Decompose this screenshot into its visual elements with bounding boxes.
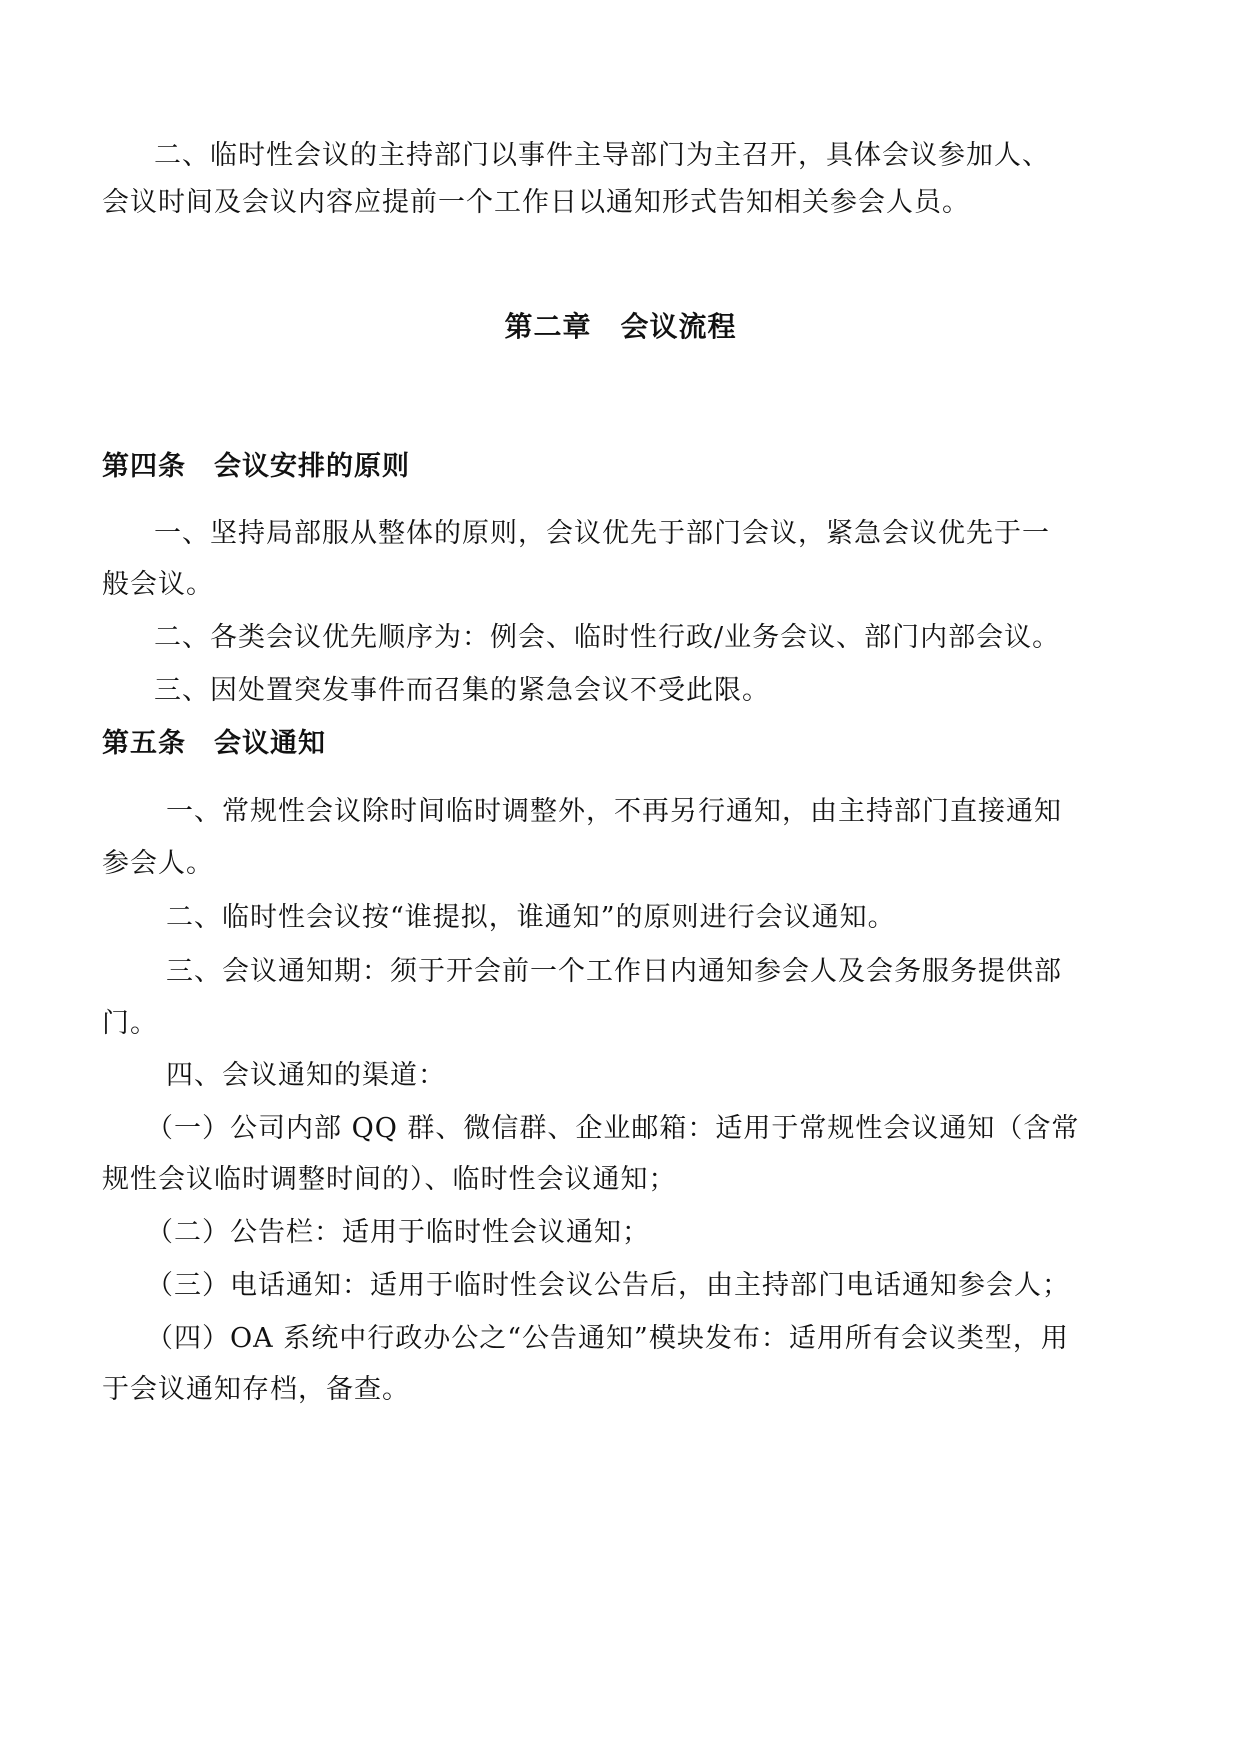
paragraph-line: 一、常规性会议除时间临时调整外，不再另行通知，由主持部门直接通知 [166, 796, 1062, 827]
paragraph-line: 般会议。 [102, 569, 214, 600]
chapter-title: 第二章 会议流程 [504, 310, 737, 343]
paragraph-line: （三）电话通知：适用于临时性会议公告后，由主持部门电话通知参会人； [146, 1270, 1070, 1301]
paragraph-line: 三、会议通知期：须于开会前一个工作日内通知参会人及会务服务提供部 [166, 956, 1062, 987]
paragraph-line: 参会人。 [102, 848, 214, 879]
article-heading: 第五条 会议通知 [102, 728, 326, 759]
paragraph-line: 一、坚持局部服从整体的原则，会议优先于部门会议，紧急会议优先于一 [154, 518, 1050, 549]
paragraph-line: 四、会议通知的渠道： [166, 1060, 446, 1091]
paragraph-line: 于会议通知存档，备查。 [102, 1374, 410, 1405]
paragraph-line: 三、因处置突发事件而召集的紧急会议不受此限。 [154, 675, 770, 706]
paragraph-line: 二、临时性会议的主持部门以事件主导部门为主召开，具体会议参加人、 [154, 140, 1050, 171]
article-heading: 第四条 会议安排的原则 [102, 451, 410, 482]
paragraph-line: 规性会议临时调整时间的）、临时性会议通知； [102, 1164, 677, 1195]
paragraph-line: 会议时间及会议内容应提前一个工作日以通知形式告知相关参会人员。 [102, 187, 970, 218]
paragraph-line: 二、临时性会议按“谁提拟，谁通知”的原则进行会议通知。 [166, 902, 896, 933]
paragraph-line: （四）OA 系统中行政办公之“公告通知”模块发布：适用所有会议类型，用 [146, 1323, 1069, 1354]
paragraph-line: （二）公告栏：适用于临时性会议通知； [146, 1217, 650, 1248]
paragraph-line: （一）公司内部 QQ 群、微信群、企业邮箱：适用于常规性会议通知（含常 [146, 1113, 1080, 1144]
paragraph-line: 门。 [102, 1008, 158, 1039]
paragraph-line: 二、各类会议优先顺序为：例会、临时性行政/业务会议、部门内部会议。 [154, 622, 1061, 653]
